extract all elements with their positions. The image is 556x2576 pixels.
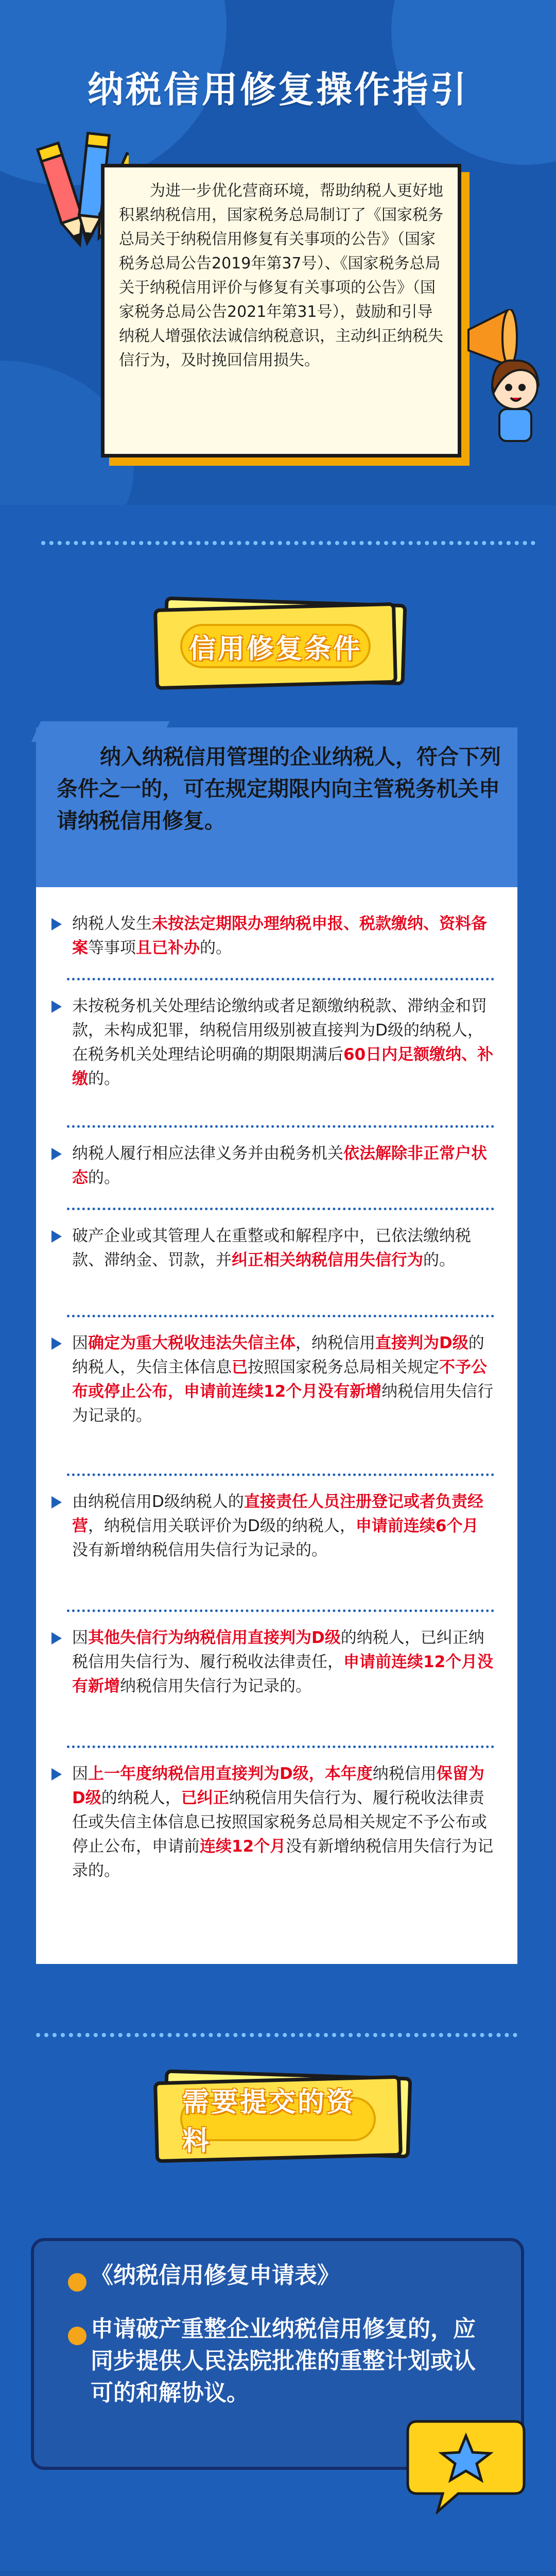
intro-text: 为进一步优化营商环境，帮助纳税人更好地积累纳税信用，国家税务总局制订了《国家税务总局关于纳税信用修复有关事项的公告》（国家税务总局公告2019年第37号）、《国家税务总局关于纳税信用评价与修复有关事项的公告》（国家税务总局公告2021年第31号），鼓励和引导纳税人增强依法诚信纳税意识，主动纠正纳税失信行为，及时挽回信用损失。	[119, 182, 443, 369]
item-text: ，纳税信用	[296, 1334, 375, 1352]
triangle-bullet-icon	[51, 1230, 62, 1243]
item-separator	[67, 1745, 494, 1748]
item-text: 因	[72, 1765, 88, 1783]
highlight-text: 纠正相关纳税信用失信行为	[232, 1251, 423, 1269]
item-separator	[67, 1208, 494, 1210]
highlight-text: 申请前连续6个月	[355, 1517, 479, 1535]
triangle-bullet-icon	[51, 1337, 62, 1350]
item-text: 纳税信用	[372, 1765, 437, 1783]
highlight-text: 其他失信行为纳税信用直接判为D级	[88, 1629, 341, 1647]
item-text: 纳税人履行相应法律义务并由税务机关	[72, 1144, 343, 1163]
condition-item	[72, 994, 494, 1091]
item-separator	[67, 1609, 494, 1612]
item-text: 的。	[88, 1070, 120, 1088]
star-bubble-icon	[402, 2411, 530, 2514]
triangle-bullet-icon	[51, 1001, 62, 1013]
item-separator	[67, 1473, 494, 1476]
page-title: 纳税信用修复操作指引	[88, 69, 468, 111]
condition-item	[72, 1490, 494, 1563]
material-item: 《纳税信用修复申请表》	[91, 2262, 340, 2289]
condition-item	[72, 1142, 494, 1190]
footer-area	[0, 2571, 556, 2576]
item-text: 的。	[200, 939, 232, 957]
item-text: 纳税信用失信行为、履行税收法律责任或失信主体信息已按照国家税务总局相关规定不予公布或停止公布，申请前	[72, 1789, 487, 1856]
highlight-text: 保留为D级	[72, 1765, 484, 1807]
dot-bullet-icon	[68, 2327, 86, 2345]
highlight-text: 直接责任人员注册登记或者负责经营	[72, 1493, 483, 1535]
item-separator	[67, 1315, 494, 1317]
dot-bullet-icon	[68, 2273, 86, 2292]
condition-item	[72, 1626, 494, 1699]
item-text: 按照国家税务总局相关规定	[248, 1358, 439, 1377]
highlight-text: 申请前连续12个月没有新增	[72, 1653, 494, 1696]
highlight-text: 不予公布或停止公布，申请前连续12个月没有新增	[72, 1358, 487, 1401]
item-text: 的纳税人，已纠正纳税信用失信行为、履行税收法律责任，	[72, 1629, 484, 1671]
item-text: 纳税信用失信行为记录的。	[120, 1677, 311, 1696]
item-text: ，纳税信用关联评价为D级的纳税人，	[88, 1517, 356, 1535]
conditions-headline: 纳入纳税信用管理的企业纳税人，符合下列条件之一的，可在规定期限内向主管税务机关申请纳税信用修复。	[57, 744, 501, 833]
highlight-text: 已	[232, 1358, 248, 1377]
highlight-text: 且已补办	[136, 939, 200, 957]
highlight-text: 确定为重大税收违法失信主体	[88, 1334, 296, 1352]
highlight-text: 上一年度纳税信用直接判为D级，本年度	[88, 1765, 373, 1783]
banner-title: 需要提交的资料	[182, 2087, 356, 2157]
item-text: 因	[72, 1629, 88, 1647]
conditions-panel	[36, 727, 517, 1964]
item-text: 因	[72, 1334, 88, 1352]
intro-box	[101, 164, 461, 457]
condition-item	[72, 1762, 494, 1883]
highlight-text: 60日内足额缴纳、补缴	[72, 1045, 494, 1088]
highlight-text: 直接判为D级	[375, 1334, 468, 1352]
item-text: 等事项	[88, 939, 136, 957]
section-banner-conditions	[154, 605, 396, 687]
item-separator	[67, 1125, 494, 1128]
conditions-headline-box	[36, 727, 517, 887]
divider-dotted	[36, 2033, 517, 2037]
item-text: 的。	[88, 1168, 120, 1187]
item-text: 纳税信用失信行为记录的。	[72, 1382, 494, 1425]
banner-pill	[180, 624, 371, 668]
triangle-bullet-icon	[51, 918, 62, 930]
highlight-text: 未按法定期限办理纳税申报、税款缴纳、资料备案	[72, 914, 487, 957]
item-text: 的纳税人，	[101, 1789, 181, 1807]
banner-pill	[180, 2087, 376, 2157]
item-text: 的纳税人，失信主体信息	[72, 1334, 484, 1377]
condition-item	[72, 912, 494, 960]
condition-item	[72, 1331, 494, 1428]
section-banner-materials	[154, 2078, 402, 2160]
banner-title: 信用修复条件	[188, 633, 362, 665]
highlight-text: 依法解除非正常户状态	[72, 1144, 487, 1187]
item-separator	[67, 978, 494, 980]
triangle-bullet-icon	[51, 1768, 62, 1781]
item-text: 由纳税信用D级纳税人的	[72, 1493, 244, 1511]
megaphone-girl-icon	[463, 309, 551, 443]
condition-item	[72, 1224, 494, 1273]
triangle-bullet-icon	[51, 1148, 62, 1160]
material-item: 申请破产重整企业纳税信用修复的，应同步提供人民法院批准的重整计划或认可的和解协议。	[91, 2316, 476, 2406]
item-text: 没有新增纳税信用失信行为记录的。	[72, 1837, 494, 1880]
divider-dotted	[41, 541, 535, 545]
triangle-bullet-icon	[51, 1632, 62, 1645]
item-text: 的。	[423, 1251, 455, 1269]
item-text: 破产企业或其管理人在重整或和解程序中，已依法缴纳税款、滞纳金、罚款，并	[72, 1227, 471, 1269]
triangle-bullet-icon	[51, 1496, 62, 1509]
item-text: 没有新增纳税信用失信行为记录的。	[72, 1541, 327, 1560]
item-text: 未按税务机关处理结论缴纳或者足额缴纳税款、滞纳金和罚款，未构成犯罪，纳税信用级别被直接判为D级的纳税人，在税务机关处理结论明确的期限期满后	[72, 997, 487, 1064]
highlight-text: 连续12个月	[200, 1837, 286, 1856]
item-text: 纳税人发生	[72, 914, 152, 933]
highlight-text: 已纠正	[181, 1789, 229, 1807]
